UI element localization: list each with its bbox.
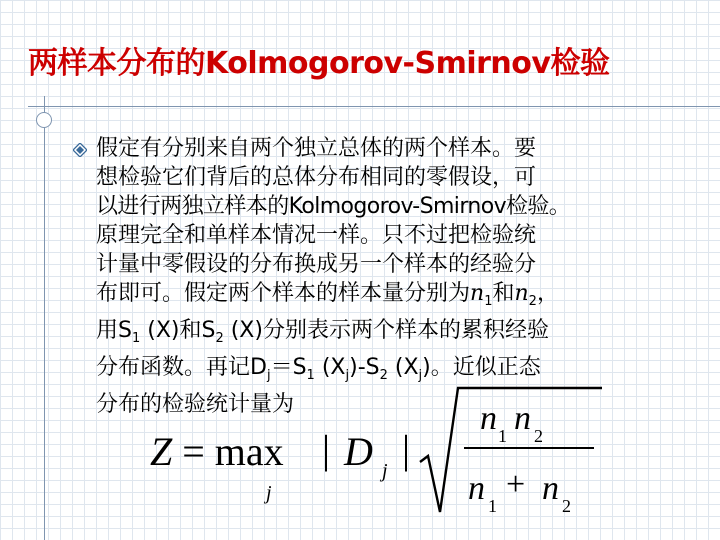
paragraph-line: 想检验它们背后的总体分布相同的零假设，可 xyxy=(96,165,537,190)
denominator-n1-subscript: 1 xyxy=(488,496,497,516)
numerator-n1-subscript: 1 xyxy=(498,426,507,446)
ks-test-statistic-formula xyxy=(150,400,620,530)
left-vertical-rule xyxy=(44,96,45,540)
paragraph-line: 布即可。假定两个样本的样本量分别为$n_1$和$n_2$， xyxy=(96,281,559,309)
denominator-plus: + xyxy=(506,466,526,503)
formula-abs-open: | xyxy=(322,427,331,472)
paragraph-line: 分布的检验统计量为 xyxy=(96,392,295,417)
paragraph-line: 计量中零假设的分布换成另一个样本的经验分 xyxy=(96,252,537,277)
numerator-n1: n xyxy=(480,400,497,437)
slide-title: 两样本分布的Kolmogorov-Smirnov检验 xyxy=(28,46,610,81)
formula-max-subscript: j xyxy=(266,482,272,504)
corner-circle-decoration xyxy=(36,112,52,128)
paragraph-line: 原理完全和单样本情况一样。只不过把检验统 xyxy=(96,223,537,248)
paragraph-line: 分布函数。再记$D_j=S_1$ $(X_j)-S_2$ $(X_j)$。近似正态 xyxy=(96,355,541,383)
formula-z-max: Z = max xyxy=(150,429,284,474)
diamond-bullet-icon xyxy=(73,143,87,157)
paragraph-line: 假定有分别来自两个独立总体的两个样本。要 xyxy=(96,136,537,161)
formula-d: D xyxy=(344,429,373,474)
denominator-n2-subscript: 2 xyxy=(562,496,571,516)
denominator-n2: n xyxy=(542,470,559,507)
title-divider-line xyxy=(28,106,720,107)
paragraph-line: 用$S_1$ (X)和$S_2$ (X)分别表示两个样本的累积经验 xyxy=(96,318,549,346)
bullet-paragraph xyxy=(96,134,666,419)
denominator-n1: n xyxy=(468,470,485,507)
formula-d-subscript: j xyxy=(382,460,388,482)
formula-abs-close: | xyxy=(402,427,411,472)
numerator-n2-subscript: 2 xyxy=(534,426,543,446)
numerator-n2: n xyxy=(514,400,531,437)
paragraph-line: 以进行两独立样本的Kolmogorov-Smirnov检验。 xyxy=(96,194,571,219)
